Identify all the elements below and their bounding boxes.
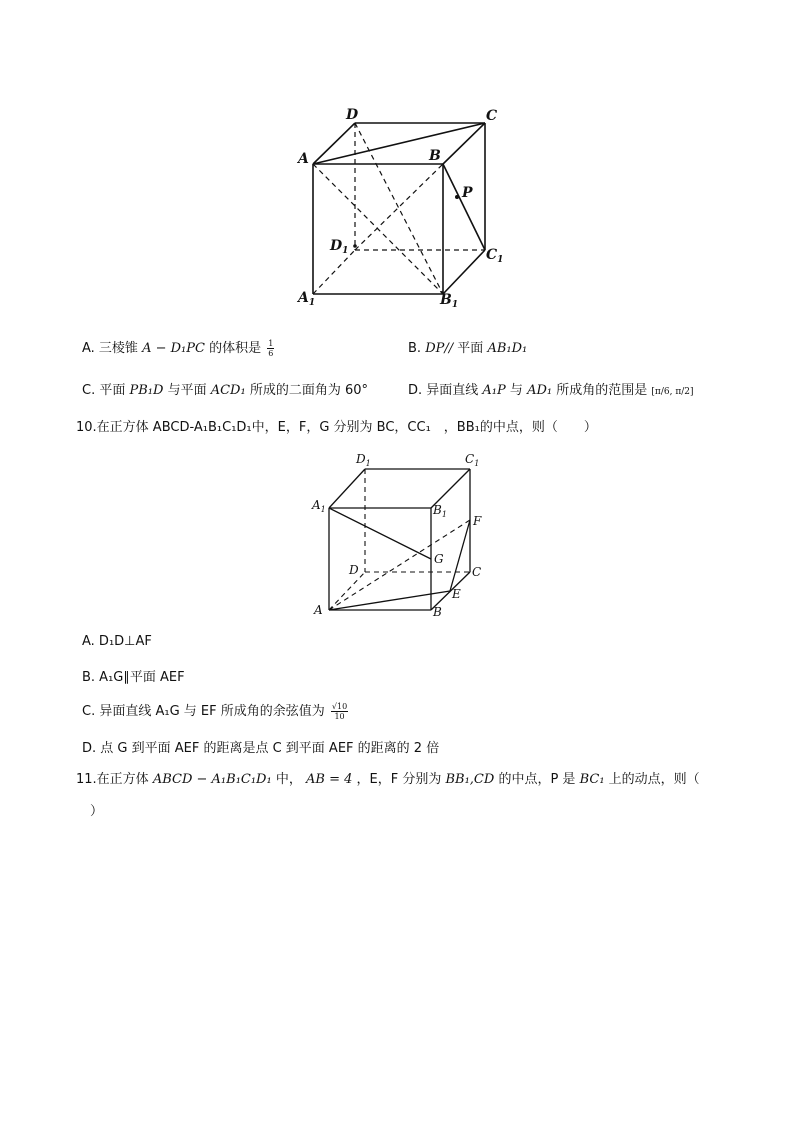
- q11-stem-part4: 的中点，P 是: [498, 772, 576, 787]
- q11-stem-part1: 11.在正方体: [76, 772, 149, 787]
- label-C1: $C_1$: [465, 452, 480, 468]
- edge-A-D: [313, 123, 355, 164]
- q10-option-c-text: C. 异面直线 A₁G 与 EF 所成角的余弦值为: [82, 704, 325, 719]
- edge-A1-G: [329, 508, 431, 559]
- label-P: P: [462, 185, 473, 201]
- label-A: A: [314, 603, 323, 617]
- label-D: D: [346, 107, 359, 123]
- q9-option-d-range: [π/6, π/2]: [651, 387, 694, 397]
- q11-stem-part5: 上的动点，则（: [608, 772, 700, 787]
- q9-option-b-expr2: AB₁D₁: [487, 341, 528, 356]
- edge-B1-C1: [443, 250, 485, 294]
- edge-A1-D1: [313, 250, 355, 294]
- q9-option-d-suffix: 所成角的范围是: [556, 383, 648, 398]
- edge-A-B1: [313, 164, 443, 294]
- edge-D1-B: [355, 164, 443, 250]
- label-D1: $D_1$: [330, 238, 349, 256]
- figure-cube-1: [290, 100, 515, 315]
- label-B1: $B_1$: [440, 292, 459, 310]
- q9-option-c-expr: PB₁D: [129, 383, 164, 398]
- q10-stem: 10.在正方体 ABCD-A₁B₁C₁D₁中，E，F，G 分别为 BC，CC₁ ，BB₁的中点，则（ ）: [76, 420, 597, 435]
- label-A: A: [298, 151, 309, 167]
- q11-expr4: BC₁: [579, 772, 605, 787]
- label-F: F: [473, 514, 482, 528]
- edge-A1-D1: [329, 469, 365, 508]
- q9-option-d-prefix: D. 异面直线: [408, 383, 479, 398]
- q10-option-d: D. 点 G 到平面 AEF 的距离是点 C 到平面 AEF 的距离的 2 倍: [82, 741, 440, 756]
- label-A1: $A_1$: [312, 498, 326, 514]
- edge-A-E: [329, 591, 450, 610]
- q9-option-d-expr2: AD₁: [527, 383, 553, 398]
- q9-option-a-prefix: A. 三棱锥: [82, 341, 138, 356]
- edge-A-C: [313, 123, 485, 164]
- q9-option-c-suffix: 所成的二面角为 60°: [249, 383, 369, 398]
- label-C: C: [472, 565, 482, 579]
- q11-expr3: BB₁,CD: [445, 772, 495, 787]
- q9-option-a-fraction: $\frac{1}{6}$: [268, 339, 274, 358]
- label-B: B: [429, 148, 441, 164]
- q11-expr2: AB = 4: [306, 772, 353, 787]
- q9-option-a-expr: A − D₁PC: [142, 341, 205, 356]
- edge-B-C: [443, 123, 485, 164]
- label-G: G: [434, 552, 444, 566]
- q10-option-c-fraction: $\frac{√10}{10}$: [331, 702, 348, 721]
- q9-option-b-expr: DP//: [425, 341, 454, 356]
- q9-option-d: [408, 379, 694, 398]
- label-A1: $A_1$: [298, 290, 316, 308]
- q9-option-d-expr: A₁P: [482, 383, 506, 398]
- q11-stem-part2: 中，: [275, 772, 302, 787]
- q11-stem-part3: ，E，F 分别为: [356, 772, 442, 787]
- figure-cube-2: [305, 448, 495, 620]
- point-P: [455, 195, 459, 199]
- label-C: C: [486, 108, 498, 124]
- label-E: E: [452, 587, 461, 601]
- q9-option-d-mid: 与: [509, 383, 523, 398]
- label-C1: $C_1$: [486, 247, 504, 265]
- label-D: D: [349, 563, 359, 577]
- q9-option-b-mid: 平面: [457, 341, 484, 356]
- q9-option-c: [82, 379, 368, 398]
- q9-option-c-expr2: ACD₁: [210, 383, 246, 398]
- label-B1: $B_1$: [433, 503, 447, 519]
- q11-stem-line2: ）: [90, 804, 104, 819]
- q9-option-b: [408, 337, 527, 356]
- q9-option-c-prefix: C. 平面: [82, 383, 126, 398]
- q9-option-a: [82, 337, 276, 358]
- label-D1: $D_1$: [356, 452, 371, 468]
- edge-B-C1: [443, 164, 485, 250]
- point-D1: [353, 244, 357, 248]
- q11-expr1: ABCD − A₁B₁C₁D₁: [152, 772, 272, 787]
- q10-option-a: A. D₁D⊥AF: [82, 634, 152, 649]
- q11-stem: [76, 768, 700, 787]
- q10-option-c: [82, 700, 350, 721]
- q10-option-b: B. A₁G∥平面 AEF: [82, 670, 185, 685]
- q9-option-b-prefix: B.: [408, 341, 422, 356]
- q9-option-a-mid: 的体积是: [209, 341, 262, 356]
- q9-option-c-mid: 与平面: [167, 383, 207, 398]
- label-B: B: [433, 605, 442, 619]
